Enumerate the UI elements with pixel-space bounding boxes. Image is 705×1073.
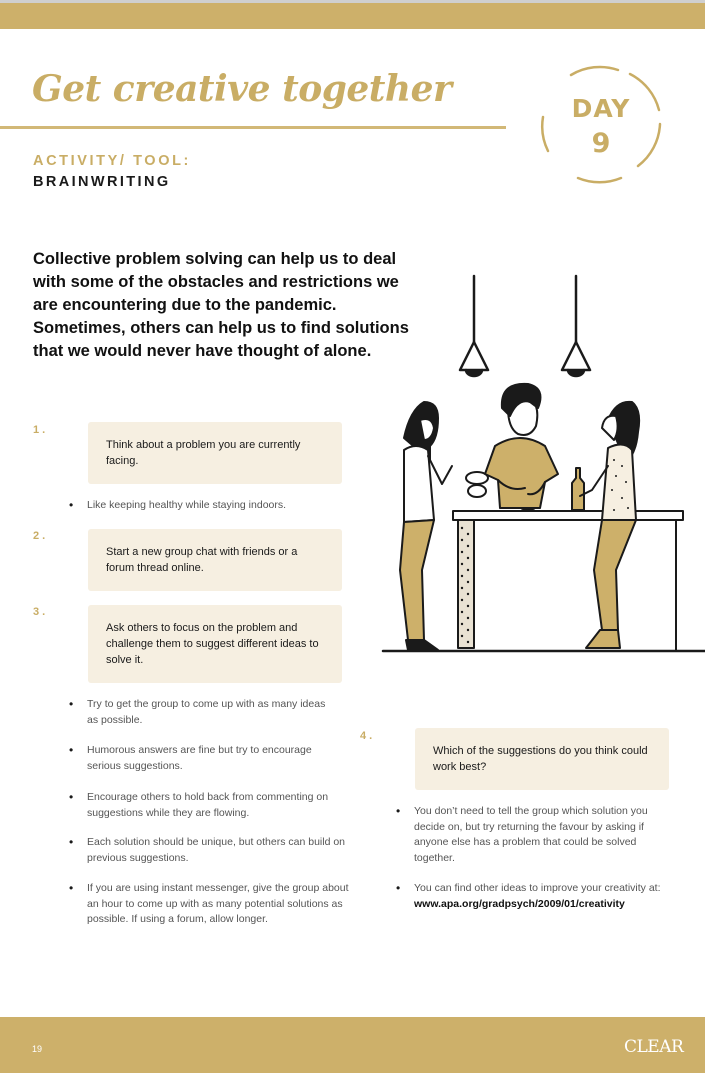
step-4-number: 4. [360,730,376,742]
step-3-number: 3. [33,606,49,618]
step-4-box [415,728,669,790]
step-2-text: Start a new group chat with friends or a forum thread online. [106,546,298,574]
day-badge [538,62,664,188]
step-3-bullet-1: • Try to get the group to come up with as many ideas as possible. [87,697,337,728]
step-3-bullet-2: • Humorous answers are fine but try to encourage serious suggestions. [87,743,347,774]
step-2-box [88,529,342,591]
page-title: Get creative together [32,68,452,110]
step-4-bullet-1: • You don’t need to tell the group which solution you decide on, but try returning the favour by asking if anyone else has a problem that could be solved together. [414,804,669,866]
step-4-text: Which of the suggestions do you think could work best? [433,745,648,773]
step-4-bullet-2-text: You can find other ideas to improve your creativity at: [414,882,661,894]
step-1-box [88,422,342,484]
step-3-box [88,605,342,683]
top-banner [0,3,705,29]
step-3-bullet-5: • If you are using instant messenger, give the group about an hour to come up with as many potential solutions as possible. If using a forum, allow longer. [87,881,352,928]
step-4-bullet-2 [414,881,669,912]
brand-logo: CLEAR [624,1037,684,1057]
title-underline [0,126,506,129]
activity-label: ACTIVITY/ TOOL: [33,153,191,169]
kitchen-people-illustration [380,270,705,660]
activity-name: BRAINWRITING [33,174,171,190]
step-1-bullet-1: • Like keeping healthy while staying indoors. [87,498,337,514]
creativity-link[interactable]: www.apa.org/gradpsych/2009/01/creativity [414,897,625,910]
page-number: 19 [32,1044,43,1054]
step-3-bullet-4: • Each solution should be unique, but others can build on previous suggestions. [87,835,347,866]
day-label: DAY [571,94,631,123]
step-3-bullet-3: • Encourage others to hold back from commenting on suggestions while they are flowing. [87,790,347,821]
bottom-banner [0,1017,705,1073]
intro-paragraph: Collective problem solving can help us to deal with some of the obstacles and restrictions we are encountering due to the pandemic. Sometimes, others can help us to find solutions that we would never have thought of alone. [33,250,409,360]
step-3-text: Ask others to focus on the problem and challenge them to suggest different ideas to solve it. [106,622,319,666]
step-1-text: Think about a problem you are currently facing. [106,439,301,467]
day-number: 9 [591,128,611,159]
step-1-number: 1. [33,424,49,436]
step-2-number: 2. [33,530,49,542]
